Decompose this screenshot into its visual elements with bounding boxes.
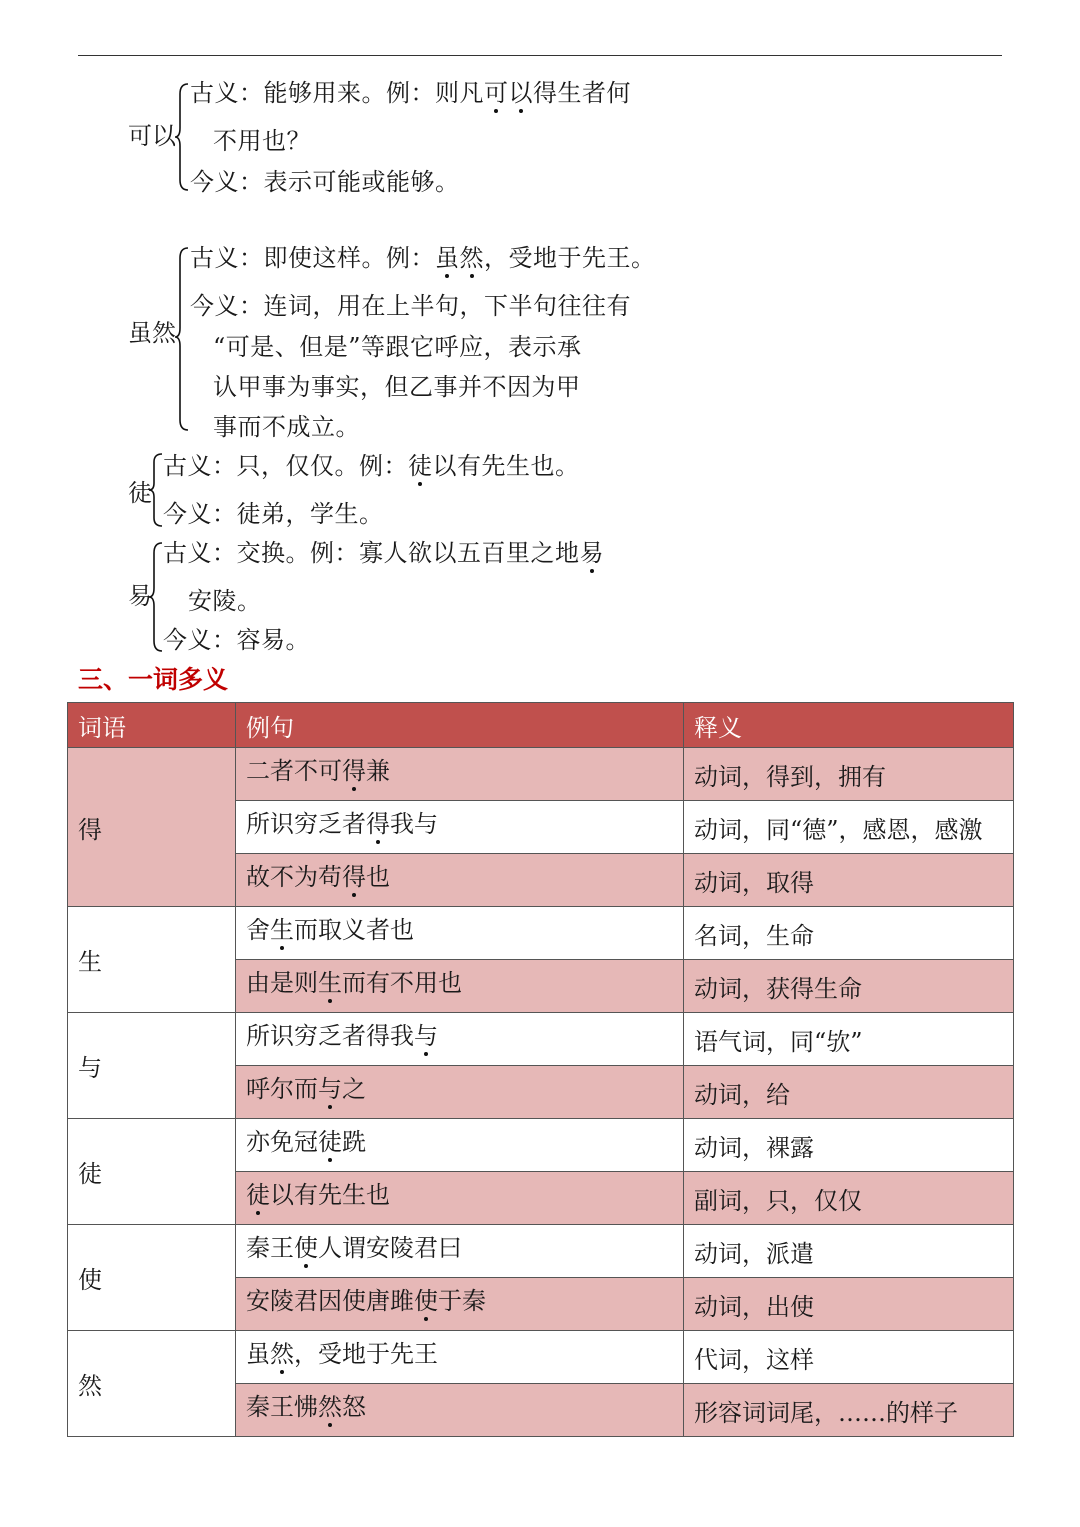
meaning-cell: 动词，同“德”，感恩，感激 [684, 801, 1014, 854]
yi-line-1: 安陵。 [188, 587, 262, 615]
tu-line-1: 今义：徒弟，学生。 [163, 500, 384, 528]
yi-line-2: 今义：容易。 [163, 626, 310, 654]
meaning-cell: 动词，给 [684, 1066, 1014, 1119]
example-cell: 由是则生而有不用也 [236, 960, 684, 1013]
example-cell: 二者不可得兼 [236, 748, 684, 801]
example-cell: 安陵君因使唐雎使于秦 [236, 1278, 684, 1331]
keyi-line-0: 古义：能够用来。例：则凡可以得生者何 [190, 79, 631, 107]
table-row [68, 748, 1014, 801]
example-cell: 故不为苟得也 [236, 854, 684, 907]
header-example: 例句 [236, 703, 684, 748]
meaning-cell: 副词，只，仅仅 [684, 1172, 1014, 1225]
brace-keyi [174, 82, 190, 192]
word-cell: 生 [68, 907, 236, 1013]
meaning-cell: 动词，裸露 [684, 1119, 1014, 1172]
keyi-line-1: 不用也？ [213, 127, 311, 155]
header-word: 词语 [68, 703, 236, 748]
suiran-line-0: 古义：即使这样。例：虽然，受地于先王。 [190, 244, 656, 272]
top-rule [78, 55, 1002, 56]
term-tu: 徒 [128, 479, 152, 507]
example-cell: 亦免冠徒跣 [236, 1119, 684, 1172]
word-cell: 得 [68, 748, 236, 907]
example-cell: 呼尔而与之 [236, 1066, 684, 1119]
example-cell: 所识穷乏者得我与 [236, 801, 684, 854]
suiran-line-3: 认甲事为事实，但乙事并不因为甲 [213, 373, 581, 401]
example-cell: 虽然，受地于先王 [236, 1331, 684, 1384]
meaning-cell: 语气词，同“欤” [684, 1013, 1014, 1066]
meaning-cell: 动词，出使 [684, 1278, 1014, 1331]
suiran-line-1: 今义：连词，用在上半句，下半句往往有 [190, 292, 631, 320]
table-row [68, 907, 1014, 960]
term-yi: 易 [128, 582, 152, 610]
term-suiran: 虽然 [128, 319, 176, 347]
brace-suiran [174, 246, 190, 432]
meaning-cell: 动词，取得 [684, 854, 1014, 907]
meaning-cell: 动词，获得生命 [684, 960, 1014, 1013]
term-keyi: 可以 [128, 122, 176, 150]
meaning-cell: 动词，派遣 [684, 1225, 1014, 1278]
table-row [68, 1225, 1014, 1278]
meaning-cell: 动词，得到，拥有 [684, 748, 1014, 801]
table-row [68, 1119, 1014, 1172]
word-cell: 使 [68, 1225, 236, 1331]
table-row [68, 1013, 1014, 1066]
table-row [68, 1331, 1014, 1384]
header-meaning: 释义 [684, 703, 1014, 748]
brace-yi [148, 541, 164, 653]
example-cell: 秦王怫然怒 [236, 1384, 684, 1437]
example-cell: 秦王使人谓安陵君曰 [236, 1225, 684, 1278]
word-cell: 与 [68, 1013, 236, 1119]
word-cell: 徒 [68, 1119, 236, 1225]
suiran-line-2: “可是、但是”等跟它呼应，表示承 [213, 333, 582, 361]
brace-tu [148, 452, 164, 528]
table-header-row [68, 703, 1014, 748]
meaning-cell: 代词，这样 [684, 1331, 1014, 1384]
tu-line-0: 古义：只，仅仅。例：徒以有先生也。 [163, 452, 580, 480]
meaning-cell: 名词，生命 [684, 907, 1014, 960]
yi-line-0: 古义：交换。例：寡人欲以五百里之地易 [163, 539, 604, 567]
suiran-line-4: 事而不成立。 [213, 413, 360, 441]
polysemy-table [67, 702, 1014, 1437]
word-cell: 然 [68, 1331, 236, 1437]
meaning-cell: 形容词词尾，……的样子 [684, 1384, 1014, 1437]
example-cell: 舍生而取义者也 [236, 907, 684, 960]
example-cell: 所识穷乏者得我与 [236, 1013, 684, 1066]
example-cell: 徒以有先生也 [236, 1172, 684, 1225]
keyi-line-2: 今义：表示可能或能够。 [190, 168, 460, 196]
section-title: 三、一词多义 [78, 665, 229, 694]
